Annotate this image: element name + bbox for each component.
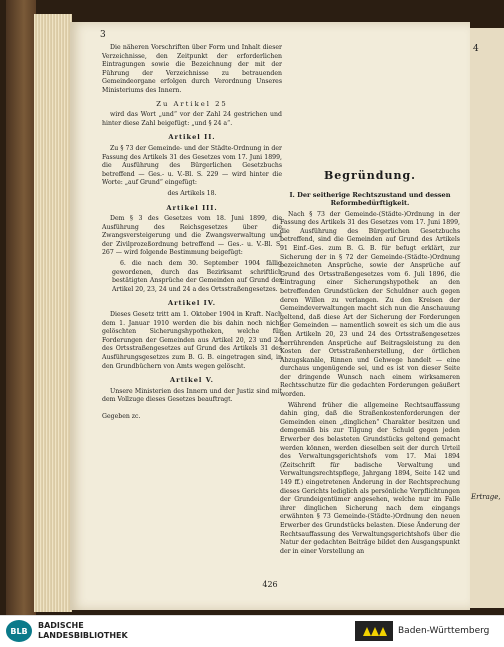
article-text: Zu § 73 der Gemeinde- und der Städte-Ordnung in der Fassung des Artikels 31 des Gesetzes vom 17. Juni 1899, die Ausführung des Bürgerlichen Gesetzbuchs betreffend — Ges.- u. V.-Bl. S. 229 — wird hinter die Worte: „auf Grund“ eingefügt: — [102, 144, 282, 187]
left-column — [102, 44, 282, 424]
article-heading: Artikel II. — [168, 133, 216, 142]
body-paragraph: Nach § 73 der Gemeinde-(Städte-)Ordnung in der Fassung des Artikels 31 des Gesetzes vom 17. Juni 1899, die Ausführung des Bürgerlichen Gesetzbuchs betreffend, sind die Gemeinden auf Grund des Artikels 91 Einf.-Ges. zum B. G. B. für befugt erklärt, zur Sicherung der in § 72 der Gemeinde-(Städte-)Ordnung bezeichneten Ansprüche, sowie der Ansprüche auf Grund des Ortsstraßengesetzes vom 6. Juli 1896, die Eintragung einer Sicherungshypothek an den betreffenden Grundstücken der Schuldner auch gegen deren Willen zu verlangen. Zu den Kreisen der Gemeindeverwaltungen macht sich nun die Anschauung geltend, daß diese Art der Sicherung der Forderungen der Gemeinden — namentlich soweit es sich um die aus den Artikeln 20, 23 und 24 des Ortsstraßengesetzes herrührenden Ansprüche auf Beitragsleistung zu den Kosten der Ortsstraßenherstellung, der örtlichen Abzugskanäle, Rinnen und Gehwege handelt — eine durchaus ungenügende sei, und es ist von dieser Seite der dringende Wunsch nach einem wirksameren Rechtsschutze für die gedachten Forderungen geäußert worden. — [280, 210, 460, 399]
baden-wuerttemberg-label[interactable]: Baden-Württemberg — [398, 626, 490, 636]
article-text: Dieses Gesetz tritt am 1. Oktober 1904 in Kraft. Nach dem 1. Januar 1910 werden die bis dahin noch nicht gelöschten Sicherungshypotheken, welche für Forderungen der Gemeinden aus Artikel 20, 23 und 24 des Ortsstraßengesetzes auf Grund des Artikels 31 des Ausführungsgesetzes zum B. G. B. eingetragen sind, in den Grundbüchern von Amts wegen gelöscht. — [102, 311, 282, 370]
book-spine — [6, 0, 36, 615]
document-page — [70, 22, 470, 610]
article-heading: Artikel IV. — [167, 299, 217, 308]
article-heading: Zu Artikel 25 — [156, 99, 228, 108]
institution-line-1: BADISCHE — [38, 621, 84, 630]
next-page-strip — [466, 28, 504, 608]
page-number-bottom: 426 — [262, 580, 278, 589]
article-heading: Artikel III. — [166, 203, 218, 212]
article-text: Unsere Ministerien des Innern und der Justiz sind mit dem Vollzuge dieses Gesetzes beauftragt. — [102, 387, 282, 404]
page-edges — [34, 14, 72, 612]
article-text: wird das Wort „und“ vor der Zahl 24 gestrichen und hinter diese Zahl beigefügt: „und § 24 a“. — [102, 111, 282, 127]
blb-logo-icon[interactable]: BLB — [6, 620, 32, 642]
institution-line-2: LANDESBIBLIOTHEK — [38, 631, 128, 640]
section-title: Begründung. — [324, 169, 416, 182]
section-heading: I. Der seitherige Rechtszustand und dessen Reformbedürftigkeit. — [289, 190, 451, 207]
library-footer — [0, 615, 504, 647]
intro-paragraph: Die näheren Vorschriften über Form und Inhalt dieser Verzeichnisse, den Zeitpunkt der erforderlichen Eintragungen sowie die Bezeichnung der mit der Führung der Verzeichnisse zu betrauenden Gemeindeorgane erfolgen durch Verordnung Unseres Ministeriums des Innern. — [102, 44, 282, 94]
article-subclause: 6. die nach dem 30. September 1904 fällig gewordenen, durch das Bezirksamt schriftlich bestätigten Ansprüche der Gemeinden auf Grund der Artikel 20, 23, 24 und 24 a des Ortsstraßengesetzes. — [112, 260, 282, 293]
baden-wuerttemberg-crest-icon[interactable] — [355, 621, 393, 641]
next-page-stub-text: Ertrage, — [471, 493, 501, 501]
next-page-number: 4 — [473, 44, 479, 54]
signoff: Gegeben zc. — [102, 412, 141, 420]
right-column — [280, 169, 460, 558]
page-number-top: 3 — [100, 30, 106, 40]
article-quote: des Artikels 18. — [167, 189, 217, 197]
body-paragraph: Während früher die allgemeine Rechtsauffassung dahin ging, daß die Straßenkostenforderungen der Gemeinden einen „dinglichen“ Charakter besitzen und demgemäß bis zur Tilgung der Schuld gegen jeden Erwerber des belasteten Grundstücks geltend gemacht werden können, werden dieselben seit der durch Urteil des Verwaltungsgerichtshofs vom 17. Mai 1894 (Zeitschrift für badische Verwaltung und Verwaltungsrechtspflege, Jahrgang 1894, Seite 142 und 149 ff.) eingetretenen Änderung in der Rechtsprechung dieses Gerichts lediglich als persönliche Verpflichtungen der Grundeigentümer angesehen, welche nur im Falle ihrer dinglichen Sicherung nach dem eingangs erwähnten § 73 Gemeinde-(Städte-)Ordnung den neuen Erwerber des Grundstücks belasten. Diese Änderung der Rechtsauffassung des Verwaltungsgerichtshofs über die Natur der gedachten Beiträge bildet den Ausgangspunkt der in einer Vorstellung an — [280, 401, 460, 555]
institution-name — [38, 621, 128, 641]
article-heading: Artikel V. — [170, 376, 214, 385]
article-text: Dem § 3 des Gesetzes vom 18. Juni 1899, die Ausführung des Reichsgesetzes über die Zwangsversteigerung und die Zwangsverwaltung und der Zivilprozeßordnung betreffend — Ges.- u. V.-Bl. S. 267 — wird folgende Bestimmung beigefügt: — [102, 215, 282, 257]
